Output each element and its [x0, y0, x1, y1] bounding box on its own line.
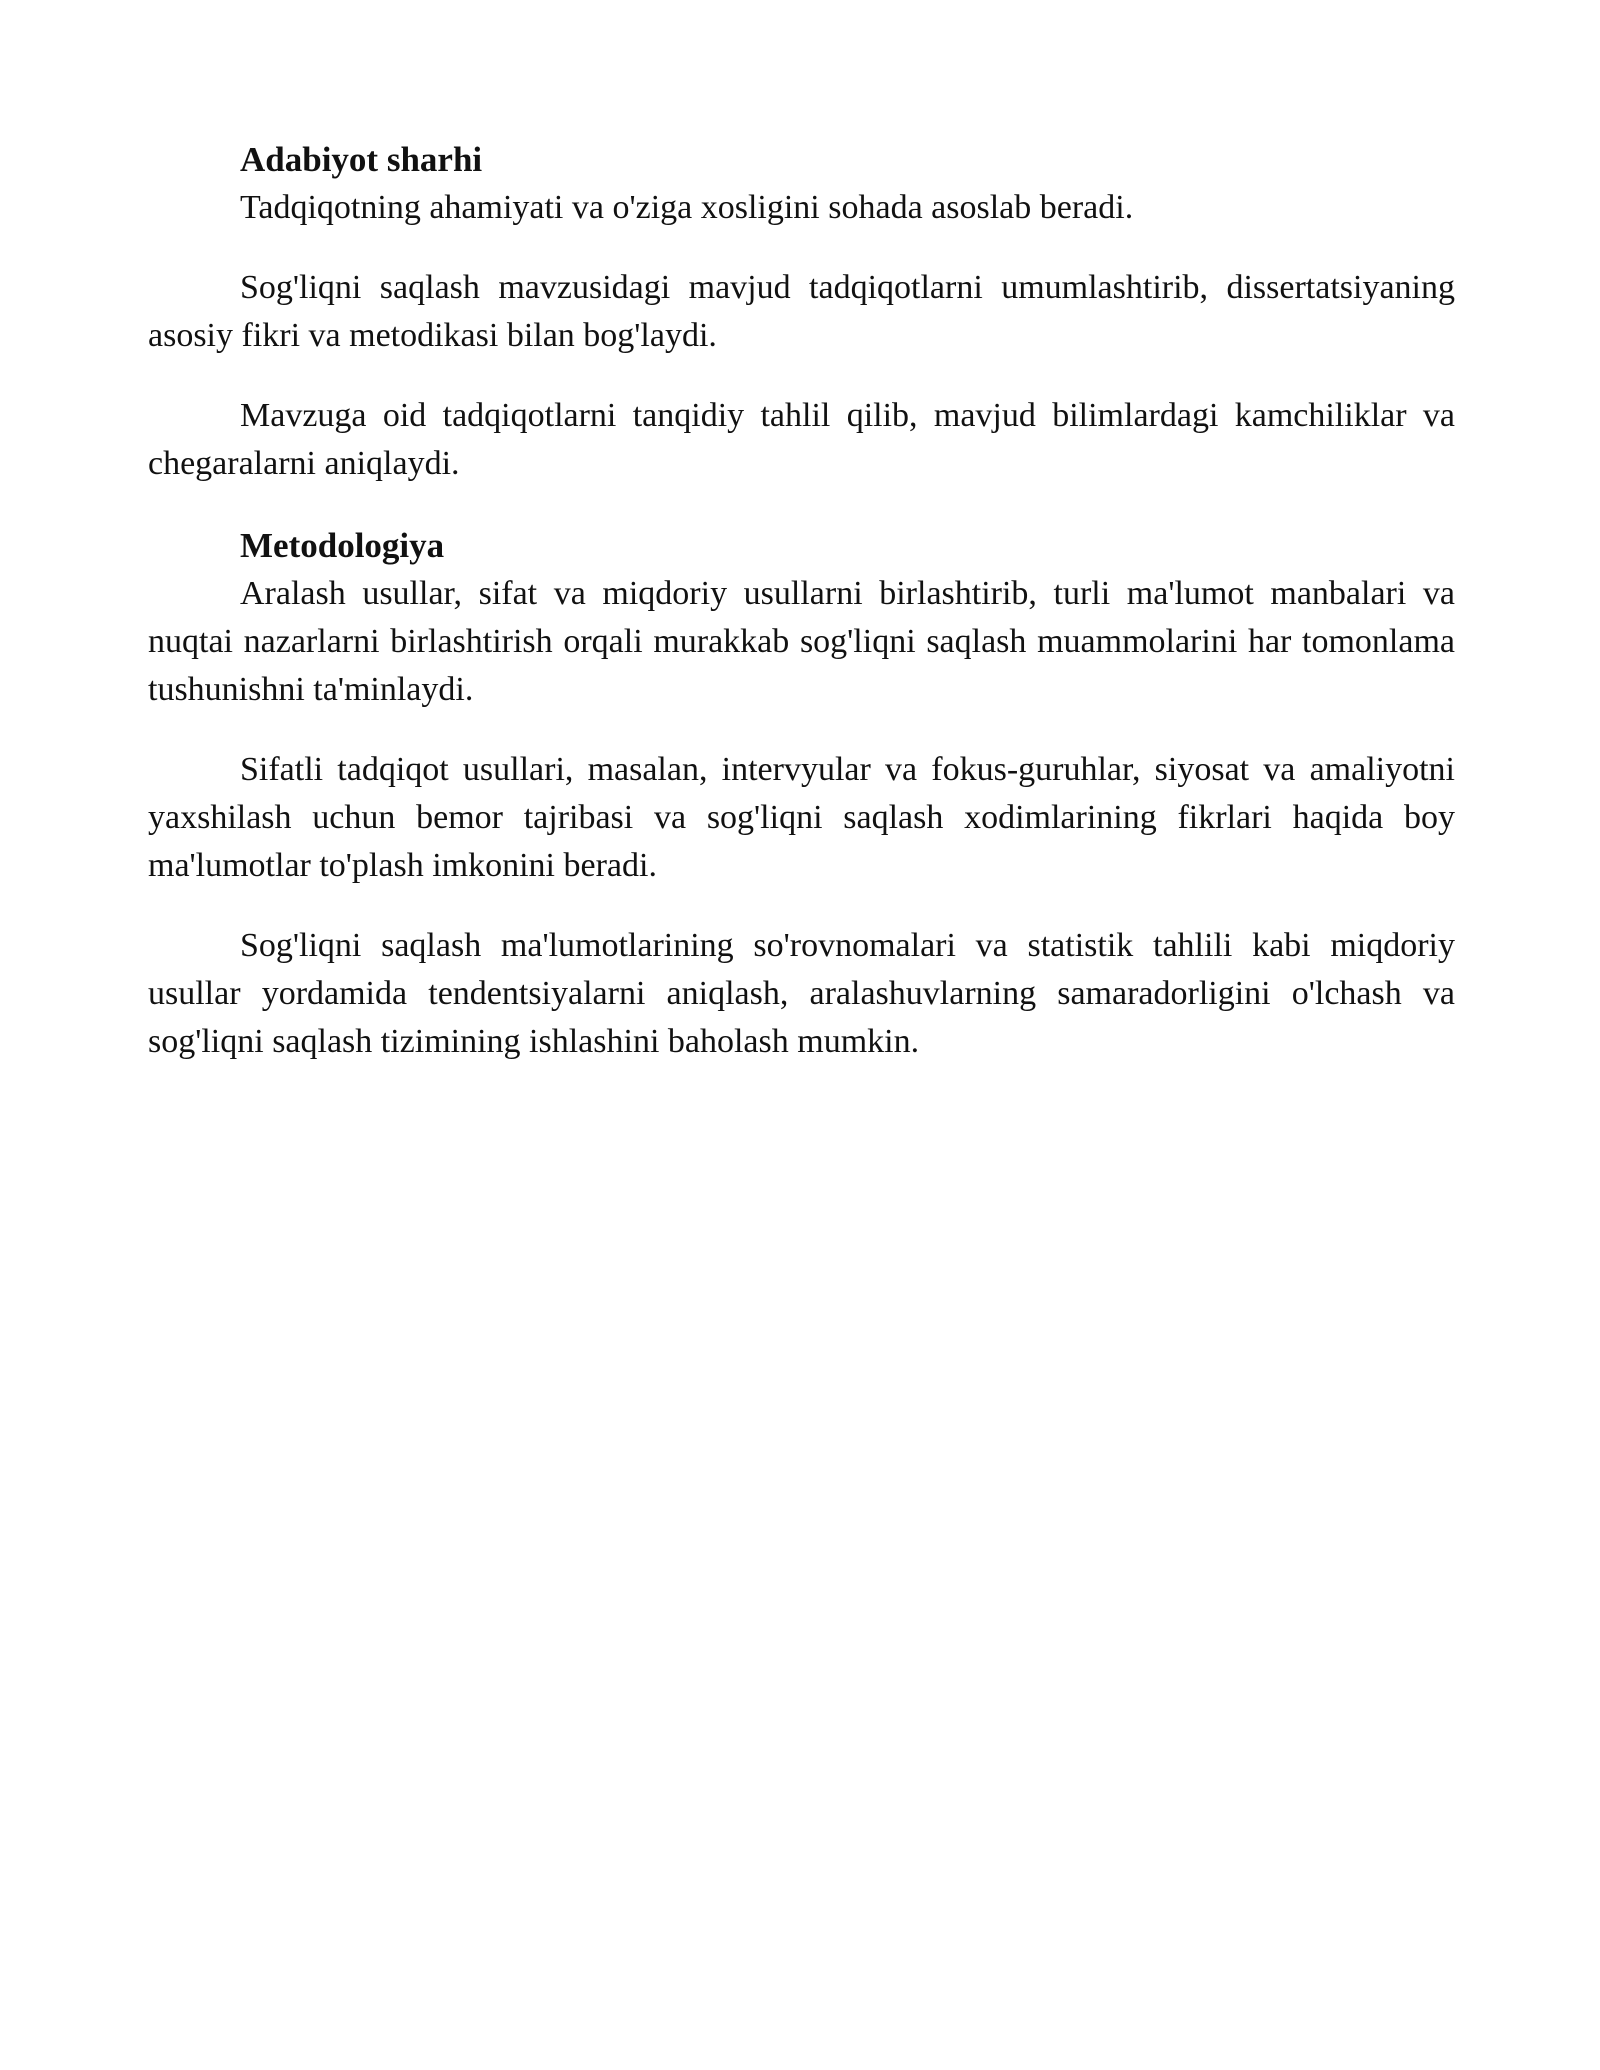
paragraph: Mavzuga oid tadqiqotlarni tanqidiy tahlil qilib, mavjud bilimlardagi kamchiliklar va chegaralarni aniqlaydi.	[148, 397, 1455, 482]
paragraph-spacer	[148, 360, 1455, 392]
paragraph: Tadqiqotning ahamiyati va o'ziga xosligini sohada asoslab beradi.	[240, 189, 1134, 226]
paragraph-spacer	[148, 232, 1455, 264]
paragraph: Sog'liqni saqlash ma'lumotlarining so'rovnomalari va statistik tahlili kabi miqdoriy usullar yordamida tendentsiyalarni aniqlash, aralashuvlarning samaradorligini o'lchash va sog'liqni saqlash tizimining ishlashini baholash mumkin.	[148, 927, 1455, 1060]
paragraph: Sifatli tadqiqot usullari, masalan, intervyular va fokus-guruhlar, siyosat va amaliyotni yaxshilash uchun bemor tajribasi va sog'liqni saqlash xodimlarining fikrlari haqida boy ma'lumotlar to'plash imkonini beradi.	[148, 751, 1455, 884]
paragraph: Sog'liqni saqlash mavzusidagi mavjud tadqiqotlarni umumlashtirib, dissertatsiyaning asosiy fikri va metodikasi bilan bog'laydi.	[148, 269, 1455, 354]
paragraph-spacer	[148, 890, 1455, 922]
paragraph-spacer	[148, 714, 1455, 746]
section-heading-adabiyot-sharhi: Adabiyot sharhi	[240, 140, 483, 179]
paragraph: Aralash usullar, sifat va miqdoriy usullarni birlashtirib, turli ma'lumot manbalari va nuqtai nazarlarni birlashtirish orqali murakkab sog'liqni saqlash muammolarini har tomonlama tushunishni ta'minlaydi.	[148, 575, 1455, 708]
section-spacer	[148, 488, 1455, 522]
section-heading-metodologiya: Metodologiya	[240, 526, 445, 565]
